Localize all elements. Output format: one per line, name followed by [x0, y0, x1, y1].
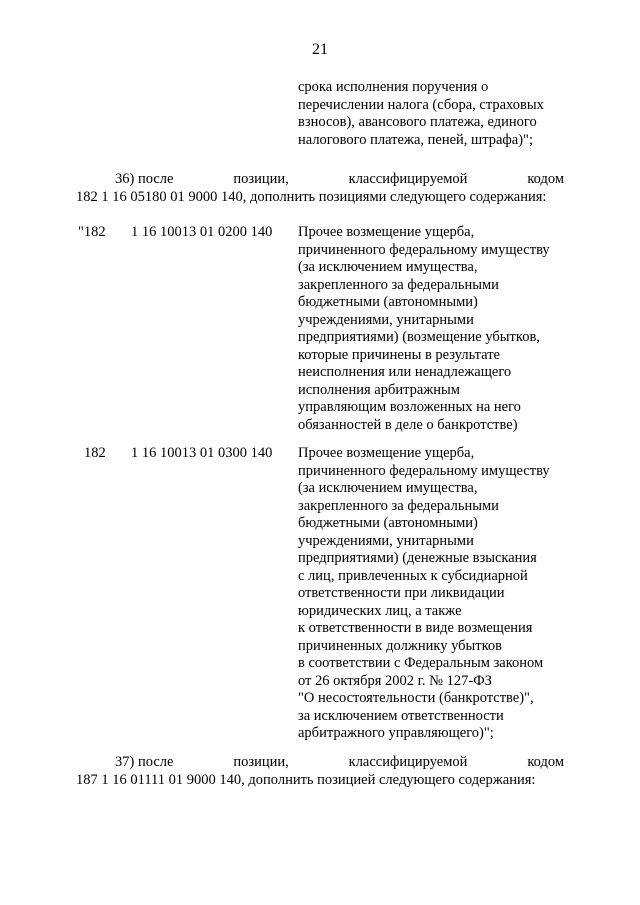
description-line: неисполнения или ненадлежащего [298, 364, 512, 380]
entry-description [298, 224, 550, 434]
item-37-first-line [115, 754, 564, 771]
description-line: управляющим возложенных на него [298, 399, 521, 415]
item-36-word: позиции, [233, 171, 289, 187]
description-line: юридических лиц, а также [298, 602, 462, 619]
item-37-second-line: 187 1 16 01111 01 9000 140, дополнить позицией следующего содержания: [76, 772, 536, 788]
kbk-code: 1 16 10013 01 0200 140 [131, 224, 273, 240]
description-line: в соответствии с Федеральным законом [298, 655, 544, 671]
description-line: (за исключением имущества, [298, 259, 478, 275]
admin-code: 182 [84, 445, 106, 461]
item-37-word: кодом [527, 754, 564, 770]
description-line: бюджетными (автономными) [298, 294, 478, 310]
description-line: Прочее возмещение ущерба, [298, 445, 475, 461]
description-line: причиненного федеральному имуществу [298, 462, 550, 479]
description-line: арбитражного управляющего)"; [298, 725, 494, 741]
item-36-second-line: 182 1 16 05180 01 9000 140, дополнить позициями следующего содержания: [76, 189, 547, 205]
description-line: учреждениями, унитарными [298, 311, 474, 328]
description-line: причиненных должнику убытков [298, 637, 502, 654]
item-37-word: 37) после [115, 754, 174, 770]
item-37-word: позиции, [233, 754, 289, 770]
continuation-text [298, 79, 544, 149]
description-line: предприятиями) (денежные взыскания [298, 550, 537, 566]
description-line: ответственности при ликвидации [298, 585, 505, 601]
description-line: обязанностей в деле о банкротстве) [298, 416, 518, 433]
continuation-line: взносов), авансового платежа, единого [298, 114, 537, 130]
kbk-code: 1 16 10013 01 0300 140 [131, 445, 273, 461]
description-line: закрепленного за федеральными [298, 276, 499, 293]
description-line: учреждениями, унитарными [298, 532, 474, 549]
description-line: закрепленного за федеральными [298, 497, 499, 514]
description-line: от 26 октября 2002 г. № 127-ФЗ [298, 672, 492, 689]
description-line: "О несостоятельности (банкротстве)", [298, 690, 534, 706]
continuation-line: налогового платежа, пеней, штрафа)"; [298, 131, 534, 148]
item-36-word: кодом [527, 171, 564, 187]
description-line: исполнения арбитражным [298, 381, 460, 398]
description-line: за исключением ответственности [298, 707, 504, 724]
item-36-word: классифицируемой [348, 171, 468, 187]
admin-code: "182 [78, 224, 106, 240]
entry-description [298, 445, 550, 743]
item-36-word: 36) после [115, 171, 174, 187]
description-line: предприятиями) (возмещение убытков, [298, 329, 540, 345]
description-line: (за исключением имущества, [298, 480, 478, 496]
description-line: с лиц, привлеченных к субсидиарной [298, 567, 528, 584]
continuation-line: перечислении налога (сбора, страховых [298, 96, 544, 113]
item-37-word: классифицируемой [348, 754, 468, 770]
item-36-first-line [115, 171, 564, 188]
page-number: 21 [312, 41, 328, 58]
description-line: причиненного федеральному имуществу [298, 241, 550, 258]
description-line: которые причинены в результате [298, 346, 500, 363]
description-line: Прочее возмещение ущерба, [298, 224, 475, 240]
description-line: к ответственности в виде возмещения [298, 620, 533, 636]
continuation-line: срока исполнения поручения о [298, 79, 489, 95]
description-line: бюджетными (автономными) [298, 515, 478, 531]
